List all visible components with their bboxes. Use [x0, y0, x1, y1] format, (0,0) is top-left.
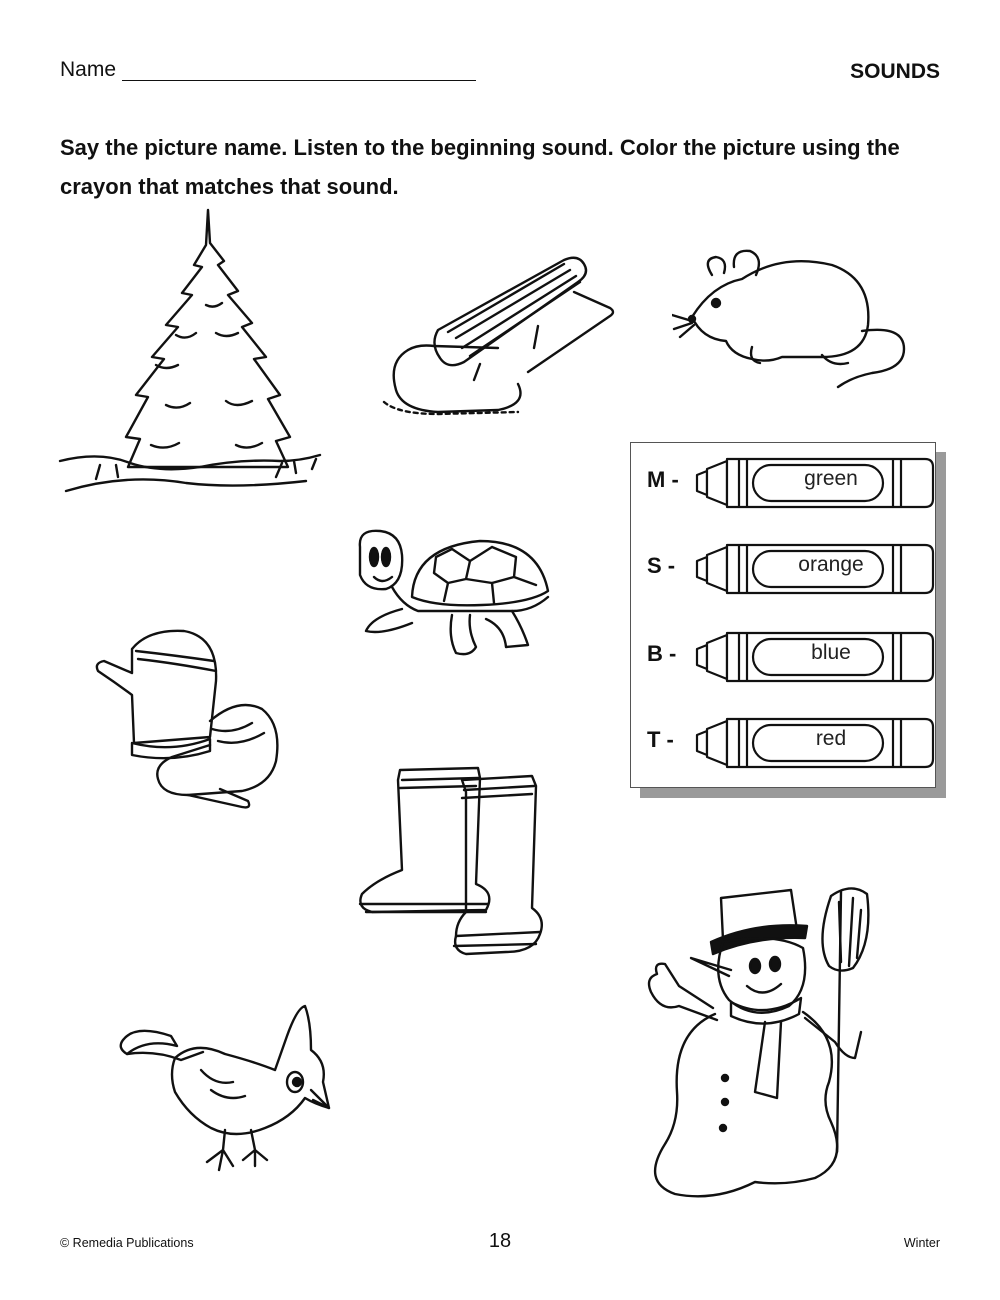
key-row-b — [631, 627, 935, 687]
section-title: SOUNDS — [850, 60, 940, 83]
key-row-t — [631, 713, 935, 773]
bird-icon[interactable] — [115, 1000, 333, 1175]
crayon-label-blue: blue — [811, 641, 851, 664]
turtle-icon[interactable] — [352, 527, 557, 659]
crayon-label-green: green — [804, 467, 858, 490]
mittens-icon[interactable] — [92, 625, 284, 817]
key-letter: B - — [647, 641, 677, 666]
color-key — [630, 442, 936, 788]
key-letter: S - — [647, 553, 676, 578]
page-number: 18 — [488, 1230, 512, 1252]
footer-copyright: © Remedia Publications — [60, 1236, 194, 1250]
key-row-s — [631, 539, 935, 599]
key-letter: T - — [647, 727, 674, 752]
instructions: Say the picture name. Listen to the beginning sound. Color the picture using the crayon that matches that sound. — [60, 135, 900, 199]
tree-icon[interactable] — [56, 205, 326, 515]
name-line[interactable] — [122, 80, 476, 81]
name-label: Name — [60, 58, 117, 81]
footer-unit: Winter — [903, 1236, 940, 1250]
crayon-label-red: red — [815, 727, 847, 750]
mouse-icon[interactable] — [672, 245, 912, 390]
sled-icon[interactable] — [378, 252, 618, 422]
crayon-label-orange: orange — [798, 553, 864, 576]
boots-icon[interactable] — [356, 762, 544, 962]
key-row-m — [631, 453, 935, 513]
snowman-icon[interactable] — [605, 882, 875, 1202]
key-letter: M - — [647, 467, 679, 492]
